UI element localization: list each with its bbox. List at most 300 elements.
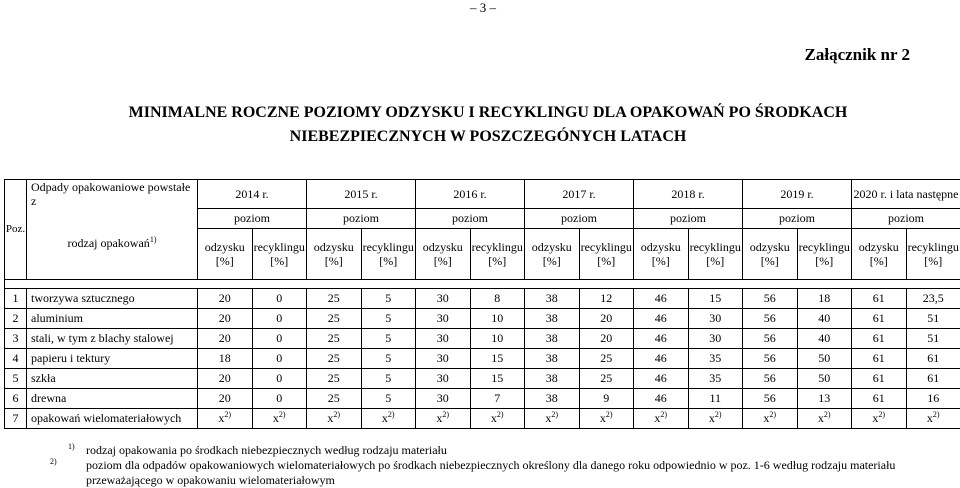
- row-number-text: 3: [13, 331, 19, 345]
- row-number: [5, 288, 27, 308]
- table-cell: [743, 388, 798, 408]
- table-cell: [525, 348, 580, 368]
- table-cell: [416, 368, 471, 388]
- table-cell: [797, 328, 852, 348]
- row-name: [27, 308, 198, 328]
- table-cell: [579, 408, 634, 428]
- cell-note: 2): [333, 410, 340, 419]
- recyklingu-label: recyklingu: [254, 240, 305, 254]
- cell-note: 2): [551, 410, 558, 419]
- table-cell: [307, 408, 362, 428]
- cell-value: 25: [328, 311, 340, 325]
- table-cell: [634, 408, 689, 428]
- level-header: [198, 208, 307, 228]
- table-cell: [634, 368, 689, 388]
- table-cell: [797, 388, 852, 408]
- cell-value: 10: [491, 311, 503, 325]
- cell-value: 61: [873, 311, 885, 325]
- table-cell: [906, 308, 960, 328]
- cell-value: 20: [219, 331, 231, 345]
- cell-value: 38: [546, 391, 558, 405]
- cell-value: 9: [603, 391, 609, 405]
- table-cell: [525, 328, 580, 348]
- cell-value: 25: [328, 371, 340, 385]
- cell-value: 11: [709, 391, 721, 405]
- table-cell: [525, 388, 580, 408]
- cell-value: 61: [873, 351, 885, 365]
- cell-value: 5: [385, 311, 391, 325]
- table-cell: [416, 308, 471, 328]
- annex-label: Załącznik nr 2: [805, 45, 910, 65]
- table-cell: [307, 348, 362, 368]
- year-label: 2020 r. i lata następne: [854, 187, 959, 201]
- cell-value: 38: [546, 311, 558, 325]
- cell-value: x: [382, 411, 388, 425]
- cell-value: 0: [276, 351, 282, 365]
- cell-value: x: [872, 411, 878, 425]
- year-header: [198, 180, 307, 209]
- table-cell: [198, 328, 253, 348]
- unit-label: [%]: [597, 254, 615, 268]
- cell-value: 46: [655, 331, 667, 345]
- table-cell: [361, 368, 416, 388]
- level-header: [852, 208, 960, 228]
- table-cell: [416, 348, 471, 368]
- cell-value: x: [709, 411, 715, 425]
- table-cell: [579, 348, 634, 368]
- cell-value: 30: [437, 291, 449, 305]
- cell-value: x: [818, 411, 824, 425]
- table-row: [5, 368, 960, 388]
- cell-value: 12: [600, 291, 612, 305]
- table-cell: [688, 288, 743, 308]
- cell-note: 2): [388, 410, 395, 419]
- cell-value: 0: [276, 291, 282, 305]
- recyklingu-label: recyklingu: [363, 240, 414, 254]
- cell-value: 51: [927, 311, 939, 325]
- table-cell: [906, 328, 960, 348]
- table-cell: [416, 388, 471, 408]
- year-label: 2015 r.: [344, 187, 377, 201]
- table-cell: [797, 348, 852, 368]
- table-cell: [797, 288, 852, 308]
- cell-value: 61: [873, 371, 885, 385]
- cell-value: 56: [764, 371, 776, 385]
- level-label: poziom: [779, 211, 815, 225]
- cell-value: x: [654, 411, 660, 425]
- cell-value: 5: [385, 291, 391, 305]
- cell-value: 30: [437, 331, 449, 345]
- odzysku-header: [634, 228, 689, 279]
- cell-value: x: [327, 411, 333, 425]
- cell-value: 46: [655, 391, 667, 405]
- waste-label: Odpady opakowaniowe powstałe z: [31, 180, 190, 208]
- row-name: [27, 348, 198, 368]
- table-cell: [252, 348, 307, 368]
- cell-value: 30: [709, 331, 721, 345]
- cell-value: 15: [491, 351, 503, 365]
- unit-label: [%]: [815, 254, 833, 268]
- cell-value: 20: [219, 291, 231, 305]
- odzysku-label: odzysku: [532, 240, 572, 254]
- cell-value: 5: [385, 391, 391, 405]
- cell-value: 56: [764, 331, 776, 345]
- table-cell: [198, 368, 253, 388]
- row-number: [5, 308, 27, 328]
- recyklingu-label: recyklingu: [581, 240, 632, 254]
- table-cell: [852, 348, 907, 368]
- table-cell: [797, 408, 852, 428]
- cell-value: 38: [546, 371, 558, 385]
- table-cell: [416, 408, 471, 428]
- row-name-text: stali, w tym z blachy stalowej: [31, 331, 174, 345]
- table-cell: [852, 308, 907, 328]
- table-cell: [634, 388, 689, 408]
- table-cell: [198, 308, 253, 328]
- table-cell: [525, 368, 580, 388]
- recyklingu-header: [361, 228, 416, 279]
- table-cell: [797, 368, 852, 388]
- cell-value: 56: [764, 311, 776, 325]
- table-cell: [252, 308, 307, 328]
- cell-value: 56: [764, 391, 776, 405]
- footnote-text: rodzaj opakowania po środkach niebezpiecznych według rodzaju materiału: [86, 443, 447, 457]
- year-header: [634, 180, 743, 209]
- row-name-text: drewna: [31, 391, 66, 405]
- row-number-text: 2: [13, 311, 19, 325]
- row-number: [5, 328, 27, 348]
- table-cell: [361, 408, 416, 428]
- row-number-text: 7: [13, 411, 19, 425]
- cell-value: x: [491, 411, 497, 425]
- table-cell: [579, 368, 634, 388]
- row-number: [5, 388, 27, 408]
- year-header: [307, 180, 416, 209]
- unit-label: [%]: [434, 254, 452, 268]
- cell-value: 5: [385, 331, 391, 345]
- table-cell: [470, 308, 525, 328]
- table-cell: [198, 288, 253, 308]
- table-cell: [198, 388, 253, 408]
- cell-value: 46: [655, 291, 667, 305]
- level-label: poziom: [452, 211, 488, 225]
- table-cell: [852, 388, 907, 408]
- table-cell: [416, 288, 471, 308]
- table-cell: [797, 308, 852, 328]
- cell-value: 25: [328, 391, 340, 405]
- cell-value: 15: [709, 291, 721, 305]
- recyklingu-header: [470, 228, 525, 279]
- cell-value: 35: [709, 351, 721, 365]
- cell-value: 35: [709, 371, 721, 385]
- table-cell: [906, 348, 960, 368]
- cell-value: 40: [818, 331, 830, 345]
- unit-label: [%]: [216, 254, 234, 268]
- table-cell: [852, 328, 907, 348]
- level-label: poziom: [670, 211, 706, 225]
- cell-value: x: [436, 411, 442, 425]
- table-cell: [525, 408, 580, 428]
- table-cell: [252, 328, 307, 348]
- odzysku-header: [307, 228, 362, 279]
- row-name-text: papieru i tektury: [31, 351, 110, 365]
- cell-value: 38: [546, 351, 558, 365]
- recyklingu-header: [906, 228, 960, 279]
- table-cell: [743, 368, 798, 388]
- table-cell: [470, 328, 525, 348]
- header-spacer: [5, 279, 960, 288]
- table-cell: [525, 288, 580, 308]
- row-number: [5, 408, 27, 428]
- year-label: 2019 r.: [780, 187, 813, 201]
- footnote-mark: 2): [68, 454, 86, 469]
- odzysku-label: odzysku: [641, 240, 681, 254]
- table-cell: [470, 388, 525, 408]
- type-label: rodzaj opakowań: [68, 236, 150, 250]
- unit-label: [%]: [870, 254, 888, 268]
- cell-note: 2): [933, 410, 940, 419]
- table-cell: [470, 288, 525, 308]
- level-label: poziom: [234, 211, 270, 225]
- table-cell: [743, 328, 798, 348]
- year-label: 2016 r.: [453, 187, 486, 201]
- table-row: [5, 288, 960, 308]
- table-cell: [688, 348, 743, 368]
- cell-value: 61: [873, 291, 885, 305]
- cell-value: x: [545, 411, 551, 425]
- table-cell: [361, 328, 416, 348]
- table-cell: [361, 308, 416, 328]
- cell-value: 0: [276, 331, 282, 345]
- table-cell: [198, 408, 253, 428]
- cell-value: 8: [494, 291, 500, 305]
- cell-note: 2): [715, 410, 722, 419]
- odzysku-header: [852, 228, 907, 279]
- cell-value: 46: [655, 351, 667, 365]
- table-cell: [743, 348, 798, 368]
- cell-value: 46: [655, 311, 667, 325]
- row-name-text: aluminium: [31, 311, 83, 325]
- table-cell: [252, 288, 307, 308]
- table-cell: [252, 408, 307, 428]
- table-cell: [252, 388, 307, 408]
- recyklingu-label: recyklingu: [690, 240, 741, 254]
- cell-note: 2): [279, 410, 286, 419]
- recyklingu-label: recyklingu: [472, 240, 523, 254]
- odzysku-header: [525, 228, 580, 279]
- row-name: [27, 288, 198, 308]
- cell-value: 15: [491, 371, 503, 385]
- table-row: [5, 308, 960, 328]
- table-cell: [634, 348, 689, 368]
- table-cell: [307, 308, 362, 328]
- table-cell: [470, 348, 525, 368]
- row-number-text: 1: [13, 291, 19, 305]
- unit-label: [%]: [706, 254, 724, 268]
- cell-value: 38: [546, 331, 558, 345]
- cell-value: 23,5: [923, 291, 944, 305]
- row-name-text: opakowań wielomateriałowych: [31, 411, 181, 425]
- recyklingu-header: [252, 228, 307, 279]
- cell-value: 20: [219, 311, 231, 325]
- cell-value: 46: [655, 371, 667, 385]
- table-cell: [688, 308, 743, 328]
- cell-value: 61: [873, 391, 885, 405]
- table-cell: [906, 288, 960, 308]
- recyklingu-header: [797, 228, 852, 279]
- cell-value: x: [218, 411, 224, 425]
- table-cell: [470, 408, 525, 428]
- header-row-years: [5, 180, 960, 209]
- table-cell: [579, 328, 634, 348]
- row-number-text: 4: [13, 351, 19, 365]
- cell-note: 2): [660, 410, 667, 419]
- table-row: [5, 328, 960, 348]
- level-label: poziom: [561, 211, 597, 225]
- year-header: [416, 180, 525, 209]
- recyklingu-header: [579, 228, 634, 279]
- level-header: [743, 208, 852, 228]
- cell-value: 20: [600, 331, 612, 345]
- table-cell: [743, 288, 798, 308]
- table-cell: [688, 388, 743, 408]
- recyklingu-label: recyklingu: [799, 240, 850, 254]
- odzysku-header: [743, 228, 798, 279]
- cell-value: 61: [927, 371, 939, 385]
- table-cell: [743, 408, 798, 428]
- cell-value: 0: [276, 311, 282, 325]
- cell-value: 51: [927, 331, 939, 345]
- cell-note: 2): [824, 410, 831, 419]
- odzysku-header: [416, 228, 471, 279]
- table-cell: [634, 288, 689, 308]
- table-cell: [307, 288, 362, 308]
- cell-value: 30: [437, 371, 449, 385]
- cell-value: x: [763, 411, 769, 425]
- table-row: [5, 348, 960, 368]
- table-cell: [361, 388, 416, 408]
- cell-value: 56: [764, 351, 776, 365]
- cell-value: 40: [818, 311, 830, 325]
- table-cell: [198, 348, 253, 368]
- level-header: [525, 208, 634, 228]
- table-cell: [307, 368, 362, 388]
- table-cell: [579, 388, 634, 408]
- unit-label: [%]: [270, 254, 288, 268]
- cell-value: 20: [219, 391, 231, 405]
- cell-value: 30: [709, 311, 721, 325]
- table-row: [5, 388, 960, 408]
- cell-value: 25: [328, 331, 340, 345]
- cell-value: 61: [873, 331, 885, 345]
- recovery-levels-table: [4, 179, 960, 429]
- cell-value: 61: [927, 351, 939, 365]
- table-cell: [525, 308, 580, 328]
- table-cell: [688, 328, 743, 348]
- cell-note: 2): [442, 410, 449, 419]
- cell-value: 0: [276, 391, 282, 405]
- footnote-2: [68, 454, 946, 488]
- odzysku-label: odzysku: [750, 240, 790, 254]
- poz-header: [5, 180, 27, 280]
- table-cell: [307, 328, 362, 348]
- cell-note: 2): [497, 410, 504, 419]
- unit-label: [%]: [488, 254, 506, 268]
- cell-value: x: [927, 411, 933, 425]
- cell-value: 10: [491, 331, 503, 345]
- document-title: MINIMALNE ROCZNE POZIOMY ODZYSKU I RECYKLINGU DLA OPAKOWAŃ PO ŚRODKACH NIEBEZPIECZNYCH W POSZCZEGÓNYCH LATACH: [58, 101, 918, 149]
- cell-value: 30: [437, 391, 449, 405]
- year-header: [743, 180, 852, 209]
- table-cell: [688, 408, 743, 428]
- table-cell: [252, 368, 307, 388]
- row-number-text: 5: [13, 371, 19, 385]
- type-note: 1): [150, 235, 157, 244]
- level-label: poziom: [343, 211, 379, 225]
- table-cell: [906, 388, 960, 408]
- table-cell: [906, 368, 960, 388]
- row-name-text: tworzywa sztucznego: [31, 291, 135, 305]
- cell-value: 50: [818, 371, 830, 385]
- cell-value: 20: [600, 311, 612, 325]
- unit-label: [%]: [924, 254, 942, 268]
- row-name-text: szkła: [31, 371, 56, 385]
- cell-note: 2): [769, 410, 776, 419]
- recyklingu-header: [688, 228, 743, 279]
- table-cell: [579, 288, 634, 308]
- table-cell: [361, 288, 416, 308]
- type-header: [27, 208, 198, 279]
- table-cell: [852, 408, 907, 428]
- unit-label: [%]: [379, 254, 397, 268]
- table-cell: [688, 368, 743, 388]
- row-number-text: 6: [13, 391, 19, 405]
- row-name: [27, 388, 198, 408]
- cell-value: 38: [546, 291, 558, 305]
- odzysku-header: [198, 228, 253, 279]
- odzysku-label: odzysku: [423, 240, 463, 254]
- year-header: [852, 180, 960, 209]
- page-number: – 3 –: [470, 0, 496, 16]
- table-cell: [906, 408, 960, 428]
- row-name: [27, 328, 198, 348]
- level-header: [307, 208, 416, 228]
- cell-note: 2): [606, 410, 613, 419]
- footnote-text: poziom dla odpadów opakowaniowych wielomateriałowych po środkach niebezpiecznych określony dla danego roku odpowiednio w poz. 1-6 według rodzaju materiału przeważającego w opakowaniu wielomateriałowym: [86, 458, 895, 487]
- odzysku-label: odzysku: [205, 240, 245, 254]
- cell-note: 2): [224, 410, 231, 419]
- cell-value: 30: [437, 311, 449, 325]
- cell-value: 18: [818, 291, 830, 305]
- cell-value: 25: [328, 351, 340, 365]
- recyklingu-label: recyklingu: [908, 240, 959, 254]
- unit-label: [%]: [543, 254, 561, 268]
- year-label: 2017 r.: [562, 187, 595, 201]
- poz-label: Poz.: [6, 223, 25, 235]
- table-cell: [470, 368, 525, 388]
- cell-value: 16: [927, 391, 939, 405]
- year-label: 2014 r.: [235, 187, 268, 201]
- table-cell: [579, 308, 634, 328]
- cell-value: x: [600, 411, 606, 425]
- row-name: [27, 368, 198, 388]
- cell-note: 2): [878, 410, 885, 419]
- row-number: [5, 348, 27, 368]
- cell-value: 25: [600, 351, 612, 365]
- header-row-level: [5, 208, 960, 228]
- table-row: [5, 408, 960, 428]
- unit-label: [%]: [761, 254, 779, 268]
